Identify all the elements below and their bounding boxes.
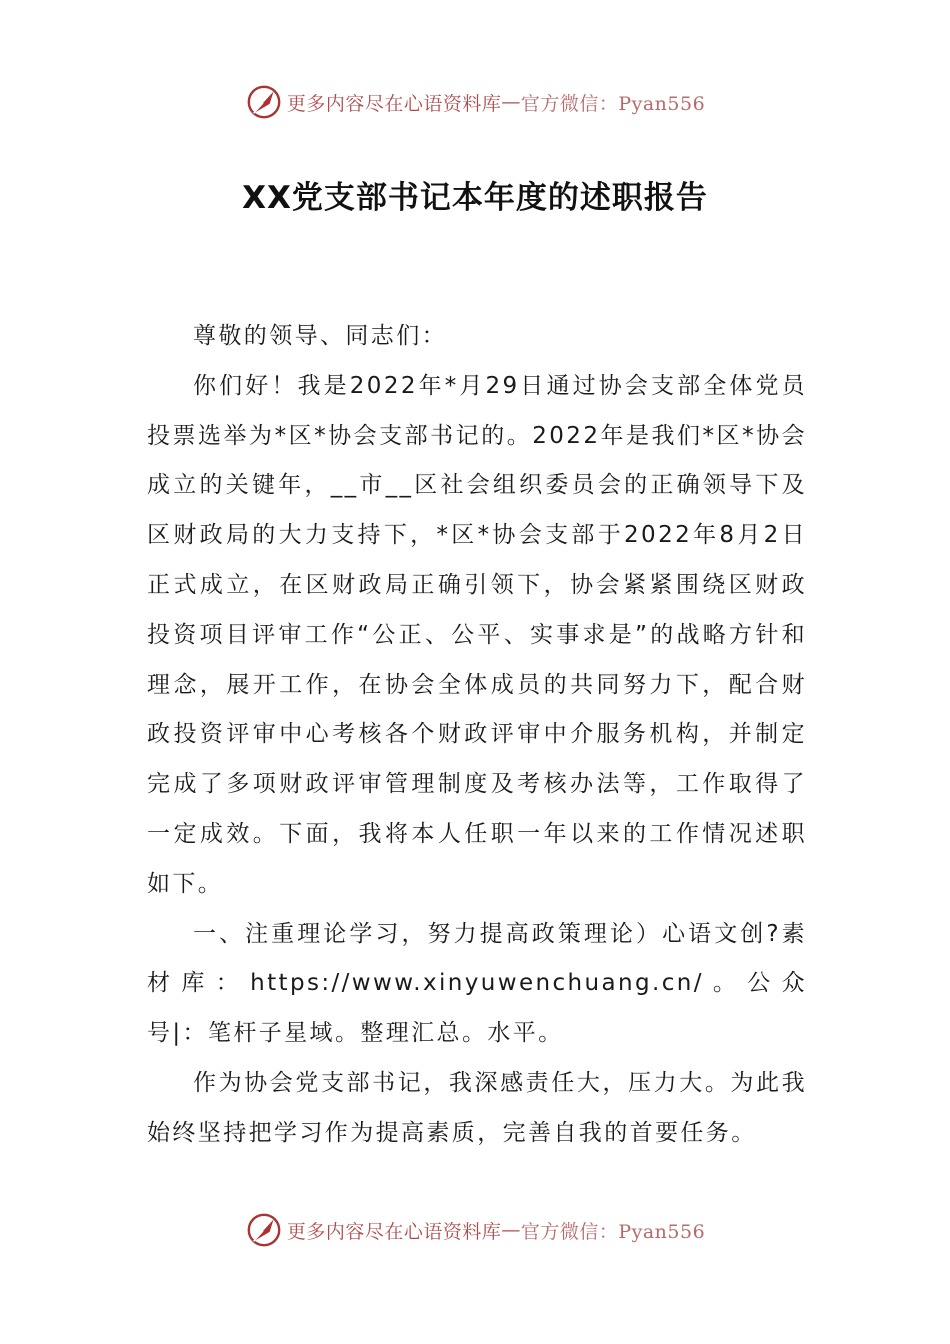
paragraph-introduction: 你们好！我是2022年*月29日通过协会支部全体党员投票选举为*区*协会支部书记的。2022年是我们*区*协会成立的关键年，__市__区社会组织委员会的正确领导下及区财政局的大力支持下，*区*协会支部于2022年8月2日正式成立，在区财政局正确引领下，协会紧紧围绕区财政投资项目评审工作“公正、公平、实事求是”的战略方针和理念，展开工作，在协会全体成员的共同努力下，配合财政投资评审中心考核各个财政评审中介服务机构，并制定完成了多项财政评审管理制度及考核办法等，工作取得了一定成效。下面，我将本人任职一年以来的工作情况述职如下。 <box>147 372 807 897</box>
footer-banner-wechat: 官方微信：Pyan556 <box>520 1220 706 1243</box>
header-banner-text: 更多内容尽在心语资料库 <box>286 92 502 115</box>
paragraph-section-heading: 一、注重理论学习，努力提高政策理论）心语文创?素材库：https://www.xinyuwenchuang.cn/。公众号|：笔杆子星域。整理汇总。水平。 <box>147 920 807 1047</box>
document-title: XX党支部书记本年度的述职报告 <box>242 180 708 216</box>
quill-logo-icon <box>245 83 283 121</box>
footer-banner-dash: — <box>501 1219 521 1241</box>
header-watermark-banner <box>0 82 950 122</box>
paragraph-salutation: 尊敬的领导、同志们： <box>193 323 447 349</box>
footer-banner-text: 更多内容尽在心语资料库 <box>286 1220 502 1243</box>
quill-logo-icon <box>245 1211 283 1249</box>
paragraph-section-body: 作为协会党支部书记，我深感责任大，压力大。为此我始终坚持把学习作为提高素质，完善自我的首要任务。 <box>147 1069 807 1146</box>
footer-watermark-banner <box>0 1210 950 1250</box>
document-body <box>147 312 807 1159</box>
header-banner-wechat: 官方微信：Pyan556 <box>520 92 706 115</box>
header-banner-dash: — <box>501 91 521 113</box>
